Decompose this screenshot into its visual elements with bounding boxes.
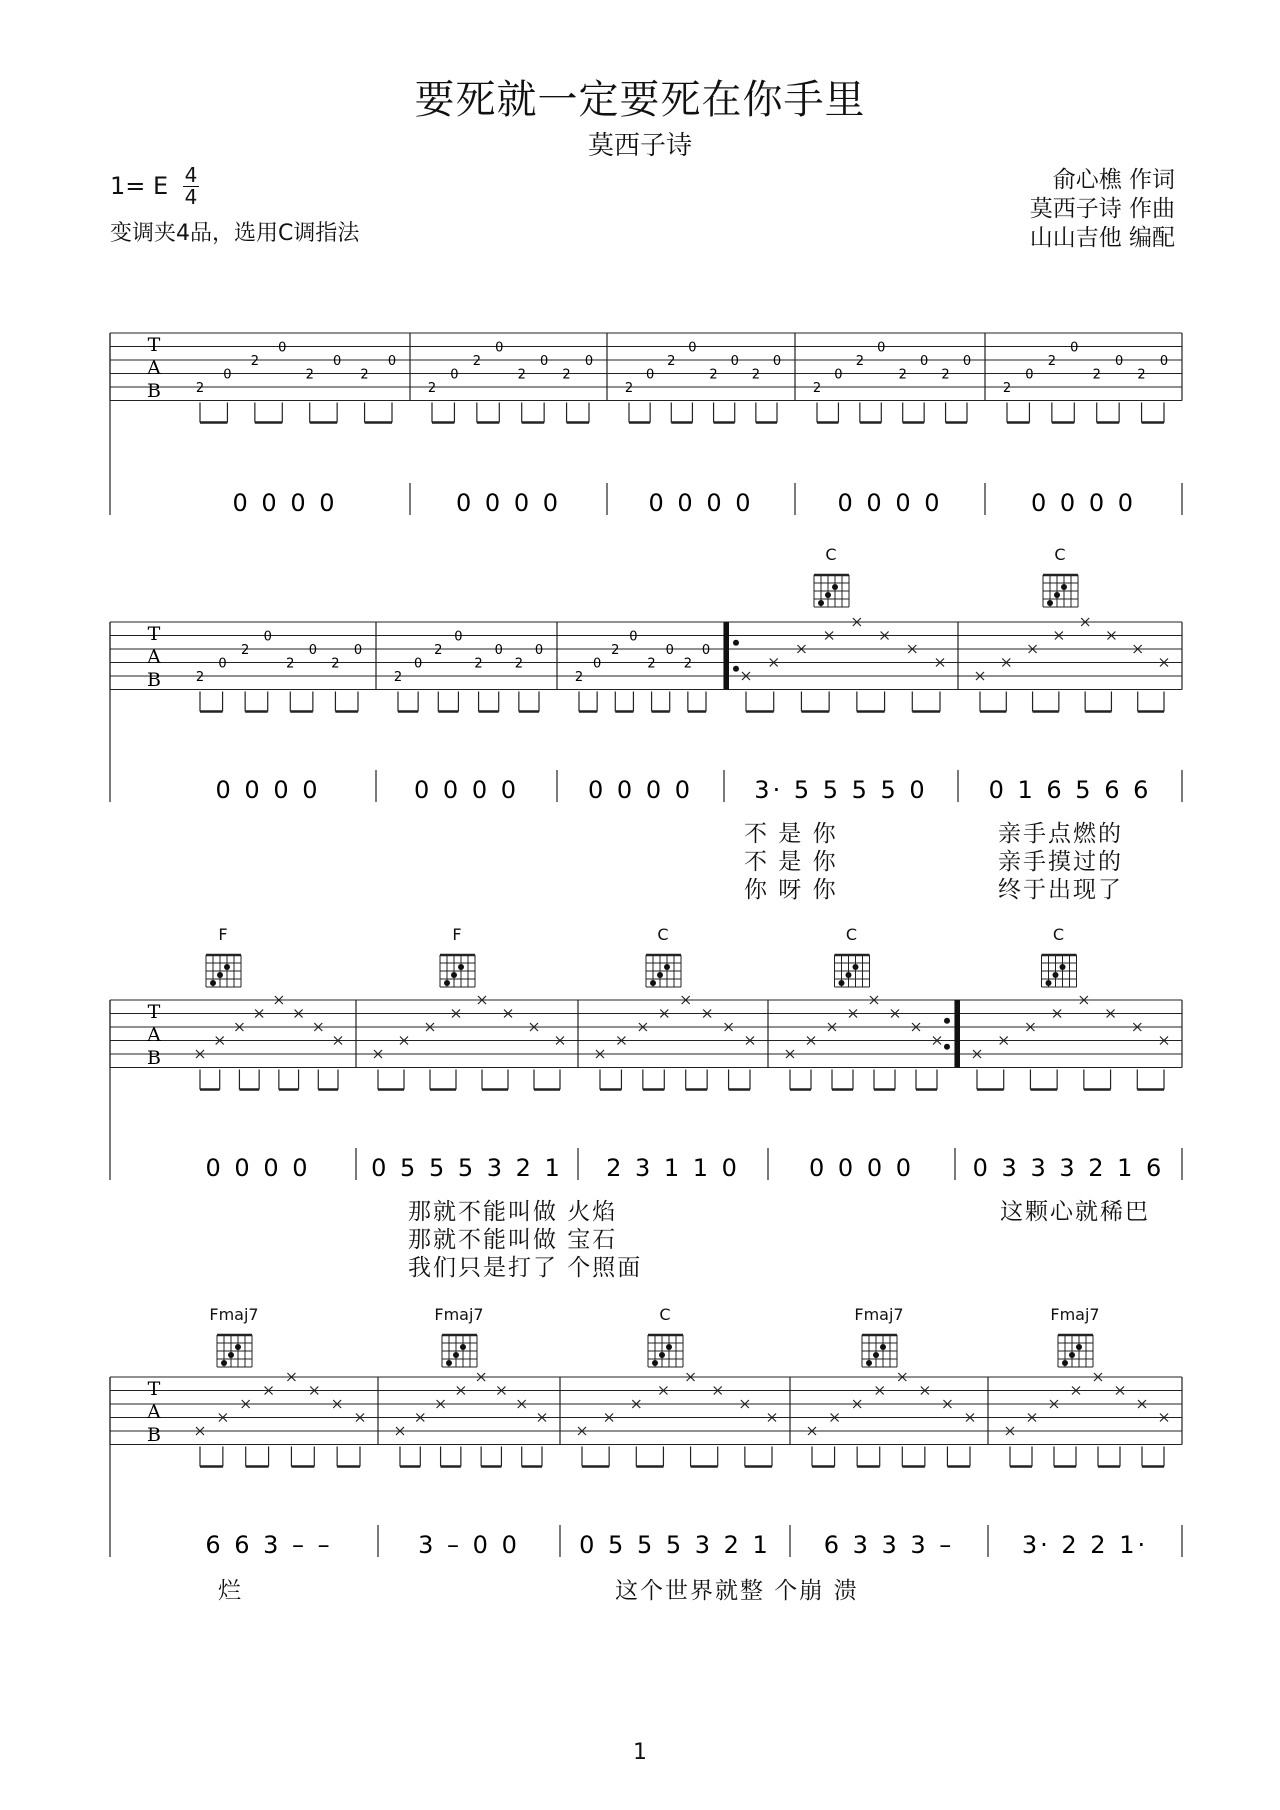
chord-finger-dot bbox=[1061, 584, 1067, 590]
repeat-dot bbox=[944, 1018, 950, 1024]
chord-finger-dot bbox=[446, 1360, 452, 1366]
tab-fret-number: 0 bbox=[278, 340, 287, 356]
composer-credit: 莫西子诗 作曲 bbox=[1029, 196, 1175, 222]
repeat-dot bbox=[944, 1044, 950, 1050]
tab-fret-number: 0 bbox=[1115, 354, 1124, 369]
chord-finger-dot bbox=[818, 600, 824, 606]
repeat-thick-bar bbox=[724, 622, 729, 690]
chord-finger-dot bbox=[1060, 964, 1066, 970]
jianpu-measure: 0 0 0 0 bbox=[809, 1154, 914, 1182]
tab-fret-number: 0 bbox=[920, 354, 929, 369]
lyric-line: 亲手摸过的 bbox=[998, 849, 1123, 875]
tab-letter: T bbox=[147, 623, 161, 645]
tab-fret-number: 0 bbox=[593, 656, 602, 672]
chord-finger-dot bbox=[650, 980, 656, 986]
chord-name: Fmaj7 bbox=[1050, 1305, 1100, 1324]
tab-fret-number: 2 bbox=[360, 367, 369, 383]
chord-name: Fmaj7 bbox=[854, 1305, 904, 1324]
chord-name: C bbox=[1054, 545, 1066, 564]
chord-finger-dot bbox=[652, 1360, 658, 1366]
arranger-credit: 山山吉他 编配 bbox=[1029, 225, 1175, 251]
chord-finger-dot bbox=[657, 972, 663, 978]
jianpu-measure: 0 5 5 5 3 2 1 bbox=[579, 1531, 771, 1559]
tab-fret-number: 0 bbox=[1070, 340, 1079, 356]
tab-letter: A bbox=[147, 1401, 161, 1423]
tab-letter: B bbox=[147, 669, 161, 691]
jianpu-measure: 0 0 0 0 bbox=[232, 489, 338, 517]
page-number: 1 bbox=[633, 1740, 647, 1765]
chord-finger-dot bbox=[235, 1344, 241, 1350]
jianpu-measure: 0 5 5 5 3 2 1 bbox=[371, 1154, 563, 1182]
jianpu-measure: 3· 2 2 1· bbox=[1021, 1531, 1149, 1559]
lyric-line: 这个世界就整 个崩 溃 bbox=[615, 1578, 859, 1604]
chord-finger-dot bbox=[224, 964, 230, 970]
tab-fret-number: 2 bbox=[250, 354, 259, 369]
tab-fret-number: 0 bbox=[450, 367, 459, 383]
tab-fret-number: 0 bbox=[223, 367, 232, 383]
lyric-line: 这颗心就稀巴 bbox=[1000, 1199, 1150, 1225]
tab-fret-number: 0 bbox=[454, 629, 463, 645]
tab-fret-number: 0 bbox=[772, 354, 782, 369]
tab-fret-number: 0 bbox=[877, 340, 886, 356]
key-signature: 1= E bbox=[110, 172, 169, 200]
chord-finger-dot bbox=[460, 1344, 466, 1350]
chord-finger-dot bbox=[1062, 1360, 1068, 1366]
jianpu-measure: 0 0 0 0 bbox=[648, 489, 754, 517]
time-top: 4 bbox=[184, 163, 198, 187]
tab-fret-number: 2 bbox=[562, 367, 571, 383]
song-title: 要死就一定要死在你手里 bbox=[414, 77, 866, 123]
lyric-line: 我们只是打了 个照面 bbox=[408, 1255, 643, 1281]
jianpu-measure: 0 0 0 0 bbox=[215, 776, 321, 804]
chord-name: C bbox=[659, 1305, 671, 1324]
tab-fret-number: 2 bbox=[1047, 354, 1056, 369]
tab-fret-number: 0 bbox=[646, 367, 655, 383]
capo-note: 变调夹4品，选用C调指法 bbox=[110, 221, 360, 246]
chord-name: C bbox=[1052, 925, 1065, 944]
chord-finger-dot bbox=[210, 980, 216, 986]
repeat-dot bbox=[733, 640, 739, 646]
chord-name: C bbox=[657, 925, 669, 944]
artist-name: 莫西子诗 bbox=[587, 131, 692, 161]
chord-finger-dot bbox=[846, 972, 852, 978]
jianpu-measure: 3· 5 5 5 5 0 bbox=[754, 776, 928, 804]
tab-fret-number: 0 bbox=[1159, 354, 1169, 369]
tab-fret-number: 2 bbox=[683, 656, 692, 672]
tab-fret-number: 0 bbox=[688, 340, 697, 356]
chord-finger-dot bbox=[1053, 972, 1059, 978]
lyric-line: 你 呀 你 bbox=[744, 877, 838, 903]
tab-fret-number: 0 bbox=[629, 629, 638, 645]
chord-finger-dot bbox=[866, 1360, 872, 1366]
tab-fret-number: 2 bbox=[474, 656, 483, 672]
lyric-line: 不 是 你 bbox=[744, 849, 838, 875]
jianpu-measure: 0 3 3 3 2 1 6 bbox=[972, 1154, 1165, 1182]
tab-fret-number: 0 bbox=[1025, 367, 1034, 383]
tab-fret-number: 2 bbox=[611, 643, 620, 658]
tab-fret-number: 2 bbox=[812, 381, 822, 396]
tab-fret-number: 2 bbox=[667, 354, 676, 369]
tab-fret-number: 2 bbox=[709, 367, 718, 383]
tab-fret-number: 2 bbox=[855, 354, 864, 369]
tab-fret-number: 2 bbox=[517, 367, 526, 383]
tab-letter: B bbox=[147, 1424, 161, 1446]
lyric-line: 不 是 你 bbox=[744, 821, 838, 847]
tab-fret-number: 0 bbox=[308, 643, 317, 658]
chord-finger-dot bbox=[825, 592, 831, 598]
tab-fret-number: 2 bbox=[286, 656, 295, 672]
chord-finger-dot bbox=[853, 964, 859, 970]
chord-name: F bbox=[218, 925, 228, 944]
tab-fret-number: 2 bbox=[1002, 381, 1012, 396]
lyric-line: 终于出现了 bbox=[998, 877, 1123, 903]
lyricist-credit: 俞心樵 作词 bbox=[1052, 167, 1175, 193]
lyric-line: 那就不能叫做 宝石 bbox=[408, 1227, 618, 1253]
chord-finger-dot bbox=[453, 1352, 459, 1358]
tab-fret-number: 0 bbox=[333, 354, 342, 369]
jianpu-measure: 3 – 0 0 bbox=[418, 1531, 520, 1559]
tab-fret-number: 0 bbox=[353, 643, 363, 658]
tab-letter: T bbox=[147, 1378, 161, 1400]
tab-fret-number: 0 bbox=[387, 354, 397, 369]
chord-finger-dot bbox=[1047, 600, 1053, 606]
tab-fret-number: 2 bbox=[514, 656, 523, 672]
tab-fret-number: 0 bbox=[834, 367, 843, 383]
chord-finger-dot bbox=[664, 964, 670, 970]
tab-fret-number: 2 bbox=[1137, 367, 1146, 383]
tab-fret-number: 2 bbox=[751, 367, 760, 383]
repeat-thick-bar bbox=[955, 1000, 960, 1068]
chord-finger-dot bbox=[458, 964, 464, 970]
chord-finger-dot bbox=[1046, 980, 1052, 986]
chord-finger-dot bbox=[880, 1344, 886, 1350]
chord-finger-dot bbox=[839, 980, 845, 986]
chord-name: C bbox=[825, 545, 837, 564]
tab-letter: T bbox=[147, 1001, 161, 1023]
tab-fret-number: 0 bbox=[495, 340, 504, 356]
jianpu-measure: 0 0 0 0 bbox=[837, 489, 943, 517]
tab-fret-number: 0 bbox=[584, 354, 594, 369]
tab-fret-number: 0 bbox=[534, 643, 544, 658]
tab-fret-number: 2 bbox=[195, 670, 205, 685]
tab-letter: B bbox=[147, 380, 161, 402]
tab-letter: B bbox=[147, 1047, 161, 1069]
tab-fret-number: 2 bbox=[241, 643, 250, 658]
chord-finger-dot bbox=[1069, 1352, 1075, 1358]
tab-fret-number: 2 bbox=[393, 670, 403, 685]
tab-fret-number: 0 bbox=[494, 643, 503, 658]
tab-fret-number: 2 bbox=[1092, 367, 1101, 383]
tab-fret-number: 2 bbox=[647, 656, 656, 672]
tab-fret-number: 2 bbox=[624, 381, 634, 396]
chord-name: Fmaj7 bbox=[434, 1305, 484, 1324]
chord-finger-dot bbox=[666, 1344, 672, 1350]
chord-finger-dot bbox=[444, 980, 450, 986]
tab-fret-number: 0 bbox=[665, 643, 674, 658]
tab-letter: A bbox=[147, 357, 161, 379]
lyric-line: 烂 bbox=[218, 1578, 243, 1604]
tab-fret-number: 0 bbox=[218, 656, 227, 672]
jianpu-measure: 0 0 0 0 bbox=[588, 776, 693, 804]
chord-finger-dot bbox=[217, 972, 223, 978]
tab-fret-number: 0 bbox=[730, 354, 739, 369]
chord-finger-dot bbox=[659, 1352, 665, 1358]
tab-fret-number: 2 bbox=[472, 354, 481, 369]
jianpu-measure: 0 0 0 0 bbox=[456, 489, 561, 517]
tab-letter: T bbox=[147, 334, 161, 356]
chord-finger-dot bbox=[873, 1352, 879, 1358]
chord-finger-dot bbox=[451, 972, 457, 978]
tab-fret-number: 2 bbox=[898, 367, 907, 383]
chord-finger-dot bbox=[1054, 592, 1060, 598]
tab-fret-number: 2 bbox=[427, 381, 437, 396]
jianpu-measure: 0 1 6 5 6 6 bbox=[988, 776, 1152, 804]
tab-fret-number: 0 bbox=[540, 354, 549, 369]
tab-fret-number: 2 bbox=[331, 656, 340, 672]
jianpu-measure: 0 0 0 0 bbox=[414, 776, 519, 804]
tab-fret-number: 0 bbox=[414, 656, 423, 672]
tab-fret-number: 0 bbox=[962, 354, 972, 369]
jianpu-measure: 0 0 0 0 bbox=[1031, 489, 1136, 517]
lyric-line: 亲手点燃的 bbox=[998, 821, 1123, 847]
chord-name: F bbox=[452, 925, 462, 944]
tab-letter: A bbox=[147, 646, 161, 668]
chord-name: Fmaj7 bbox=[209, 1305, 259, 1324]
jianpu-measure: 6 6 3 – – bbox=[205, 1531, 333, 1559]
tab-fret-number: 0 bbox=[263, 629, 272, 645]
tab-fret-number: 2 bbox=[434, 643, 443, 658]
tab-fret-number: 2 bbox=[941, 367, 950, 383]
jianpu-measure: 6 3 3 3 – bbox=[823, 1531, 955, 1559]
tab-letter: A bbox=[147, 1024, 161, 1046]
jianpu-measure: 0 0 0 0 bbox=[205, 1154, 311, 1182]
tab-fret-number: 0 bbox=[701, 643, 711, 658]
chord-finger-dot bbox=[228, 1352, 234, 1358]
time-bottom: 4 bbox=[184, 185, 198, 209]
repeat-dot bbox=[733, 666, 739, 672]
chord-finger-dot bbox=[832, 584, 838, 590]
chord-finger-dot bbox=[1076, 1344, 1082, 1350]
tab-fret-number: 2 bbox=[195, 381, 205, 396]
lyric-line: 那就不能叫做 火焰 bbox=[408, 1199, 618, 1225]
tab-fret-number: 2 bbox=[574, 670, 584, 685]
chord-finger-dot bbox=[221, 1360, 227, 1366]
tab-fret-number: 2 bbox=[305, 367, 314, 383]
chord-name: C bbox=[845, 925, 858, 944]
jianpu-measure: 2 3 1 1 0 bbox=[606, 1154, 740, 1182]
